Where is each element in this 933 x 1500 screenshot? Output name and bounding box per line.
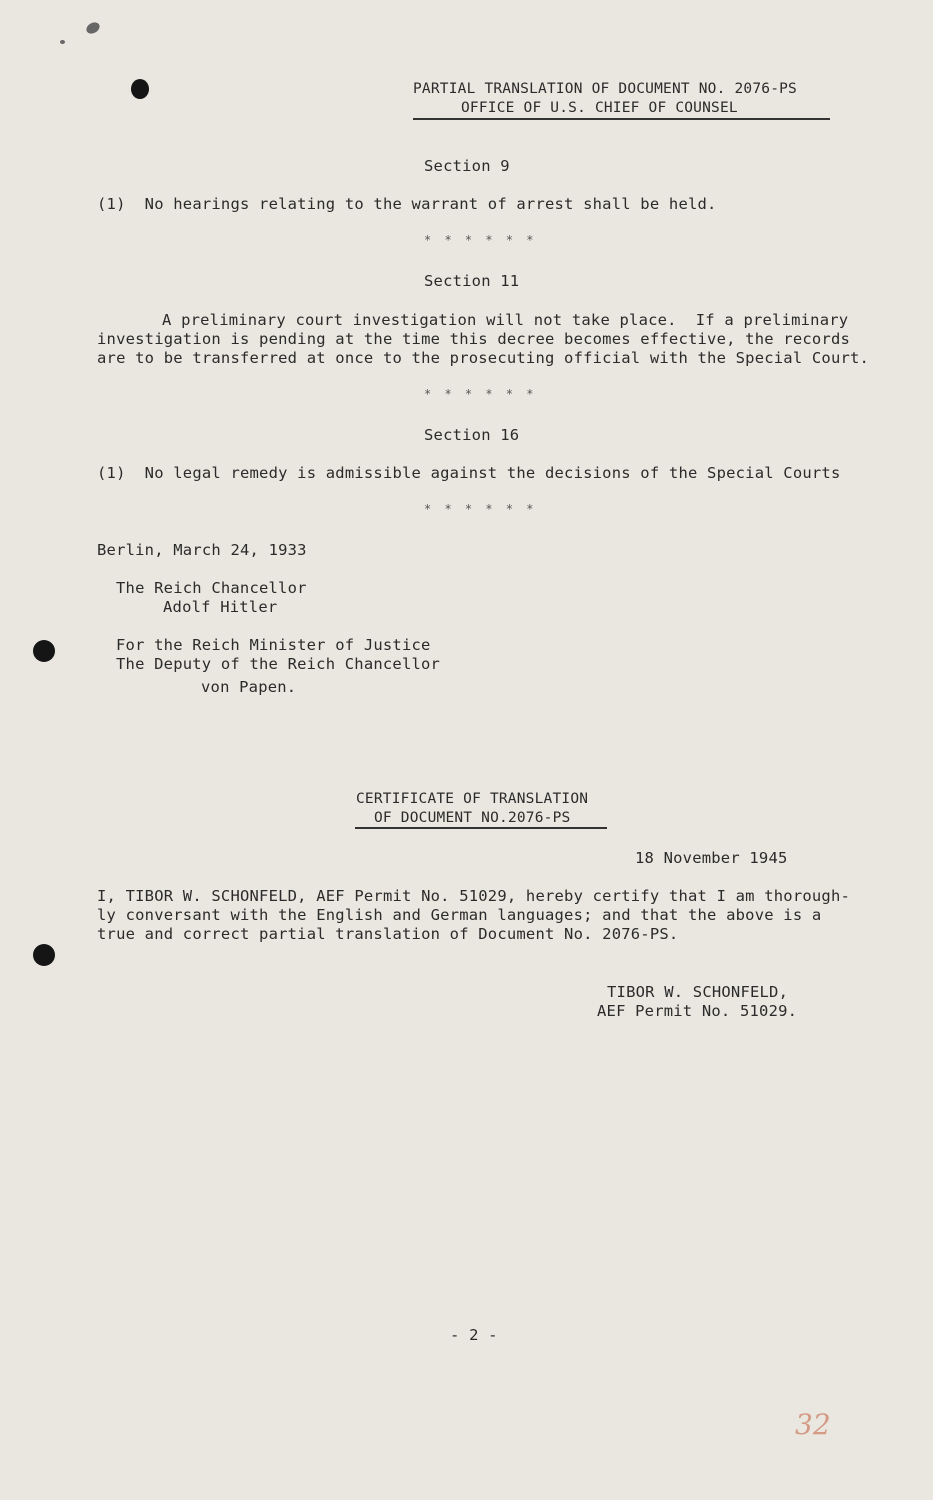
deputy-name: von Papen. [201,678,297,696]
certificate-subtitle: OF DOCUMENT NO.2076-PS [374,810,571,826]
section-16-text: (1) No legal remedy is admissible against the decisions of the Special Courts [97,464,841,482]
header-subtitle: OFFICE OF U.S. CHIEF OF COUNSEL [461,100,738,116]
certificate-underline [355,827,607,829]
header-underline [413,118,830,120]
header-title: PARTIAL TRANSLATION OF DOCUMENT NO. 2076-PS [413,81,797,97]
section-16-title: Section 16 [424,426,520,444]
minister-line: For the Reich Minister of Justice [116,636,431,654]
section-11-line-2: investigation is pending at the time this decree becomes effective, the records [97,330,851,348]
deputy-title: The Deputy of the Reich Chancellor [116,655,441,673]
ink-mark [84,20,101,36]
place-date: Berlin, March 24, 1933 [97,541,307,559]
punch-hole-top [131,79,149,99]
certificate-title: CERTIFICATE OF TRANSLATION [356,791,589,807]
section-9-title: Section 9 [424,157,510,175]
signer-permit: AEF Permit No. 51029. [597,1002,798,1020]
punch-hole-middle [33,640,55,662]
punch-hole-bottom [33,944,55,966]
section-11-title: Section 11 [424,272,520,290]
certificate-body-2: ly conversant with the English and German languages; and that the above is a [97,906,822,924]
page-number: - 2 - [450,1326,498,1344]
handwritten-page-number: 32 [795,1408,831,1441]
section-11-line-3: are to be transferred at once to the prosecuting official with the Special Court. [97,349,870,367]
certificate-body-1: I, TIBOR W. SCHONFELD, AEF Permit No. 51029, hereby certify that I am thorough- [97,887,851,905]
section-11-line-1: A preliminary court investigation will not take place. If a preliminary [162,311,849,329]
section-9-text: (1) No hearings relating to the warrant of arrest shall be held. [97,195,717,213]
ink-speck [60,40,65,44]
certificate-body-3: true and correct partial translation of Document No. 2076-PS. [97,925,679,943]
certificate-date: 18 November 1945 [635,849,788,867]
chancellor-name: Adolf Hitler [163,598,278,616]
signer-name: TIBOR W. SCHONFELD, [607,983,789,1001]
separator-3: * * * * * * [424,502,537,516]
chancellor-title: The Reich Chancellor [116,579,307,597]
separator-2: * * * * * * [424,387,537,401]
separator-1: * * * * * * [424,233,537,247]
